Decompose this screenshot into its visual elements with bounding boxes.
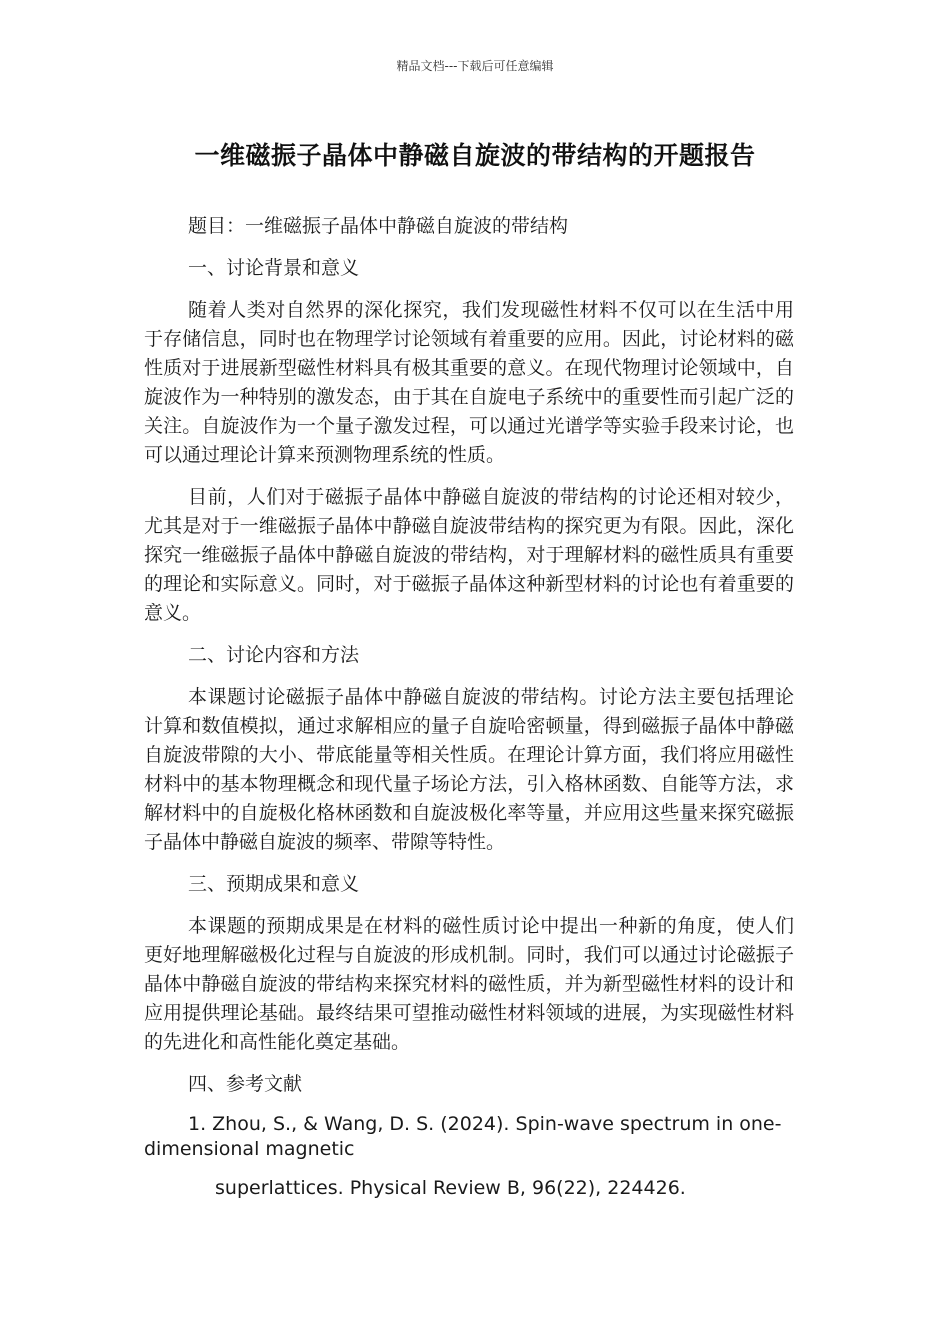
subject-line: 题目：一维磁振子晶体中静磁自旋波的带结构 — [188, 215, 569, 237]
document-title: 一维磁振子晶体中静磁自旋波的带结构的开题报告 — [194, 141, 756, 170]
reference-item-continuation: superlattices. Physical Review B, 96(22), 224426. — [215, 1177, 686, 1199]
section-heading-content-method: 二、讨论内容和方法 — [188, 644, 360, 666]
paragraph: 随着人类对自然界的深化探究，我们发现磁性材料不仅可以在生活中用于存储信息，同时也在物理学讨论领域有着重要的应用。因此，讨论材料的磁性质对于进展新型磁性材料具有极其重要的意义。在现代物理讨论领域中，自旋波作为一种特别的激发态，由于其在自旋电子系统中的重要性而引起广泛的关注。自旋波作为一个量子激发过程，可以通过光谱学等实验手段来讨论，也可以通过理论计算来预测物理系统的性质。 — [144, 299, 794, 466]
reference-item: 1. Zhou, S., & Wang, D. S. (2024). Spin-wave spectrum in one-dimensional magnetic — [144, 1113, 782, 1160]
paragraph: 本课题的预期成果是在材料的磁性质讨论中提出一种新的角度，使人们更好地理解磁极化过程与自旋波的形成机制。同时，我们可以通过讨论磁振子晶体中静磁自旋波的带结构来探究材料的磁性质，并为新型磁性材料的设计和应用提供理论基础。最终结果可望推动磁性材料领域的进展，为实现磁性材料的先进化和高性能化奠定基础。 — [144, 915, 794, 1053]
document-body — [144, 212, 794, 1201]
section-heading-references: 四、参考文献 — [188, 1073, 303, 1095]
header-note: 精品文档---下载后可任意编辑 — [396, 59, 554, 73]
section-heading-expected-results: 三、预期成果和意义 — [188, 873, 360, 895]
paragraph: 本课题讨论磁振子晶体中静磁自旋波的带结构。讨论方法主要包括理论计算和数值模拟，通过求解相应的量子自旋哈密顿量，得到磁振子晶体中静磁自旋波带隙的大小、带底能量等相关性质。在理论计算方面，我们将应用磁性材料中的基本物理概念和现代量子场论方法，引入格林函数、自能等方法，求解材料中的自旋极化格林函数和自旋波极化率等量，并应用这些量来探究磁振子晶体中静磁自旋波的频率、带隙等特性。 — [144, 686, 794, 853]
section-heading-background: 一、讨论背景和意义 — [188, 257, 360, 279]
paragraph: 目前，人们对于磁振子晶体中静磁自旋波的带结构的讨论还相对较少，尤其是对于一维磁振子晶体中静磁自旋波带结构的探究更为有限。因此，深化探究一维磁振子晶体中静磁自旋波的带结构，对于理解材料的磁性质具有重要的理论和实际意义。同时，对于磁振子晶体这种新型材料的讨论也有着重要的意义。 — [144, 486, 794, 624]
